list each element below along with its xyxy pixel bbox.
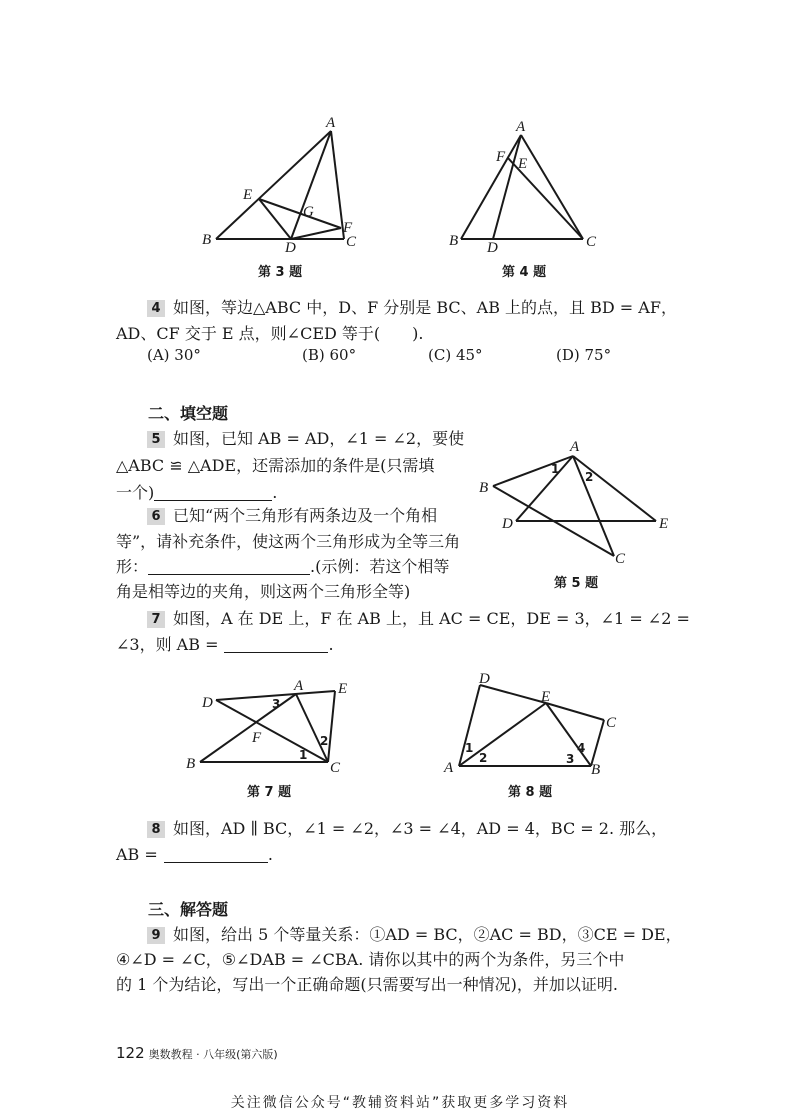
section-title-answer: 三、解答题 bbox=[148, 900, 229, 919]
angle-label-3: 3 bbox=[566, 752, 575, 766]
question-text-line: 形： bbox=[116, 557, 149, 576]
angle-label-4: 4 bbox=[577, 741, 586, 755]
question-text-line: ∠3，则 AB = bbox=[116, 635, 219, 654]
segment-ab bbox=[200, 694, 296, 762]
point-label-c: C bbox=[606, 715, 617, 731]
segment-ce bbox=[328, 691, 335, 762]
figure-8-diagram bbox=[438, 664, 623, 776]
point-label-b: B bbox=[591, 762, 601, 778]
answer-blank[interactable] bbox=[164, 844, 268, 863]
point-label-d: D bbox=[202, 695, 213, 711]
point-label-b: B bbox=[186, 756, 196, 772]
question-4 bbox=[147, 294, 677, 322]
figure-4-caption: 第 4 题 bbox=[502, 265, 547, 280]
point-label-d: D bbox=[285, 240, 296, 256]
angle-label-2: 2 bbox=[320, 734, 329, 748]
point-label-c: C bbox=[615, 551, 626, 567]
question-number: 6 bbox=[147, 508, 165, 525]
question-6-line-3 bbox=[116, 553, 449, 581]
figure-8-caption: 第 8 题 bbox=[508, 785, 553, 800]
point-label-e: E bbox=[659, 516, 669, 532]
question-9 bbox=[147, 921, 682, 949]
question-6 bbox=[147, 502, 437, 530]
figure-7-diagram bbox=[180, 674, 370, 774]
watermark-text: 关注微信公众号“教辅资料站”获取更多学习资料 bbox=[230, 1095, 570, 1111]
page-footer bbox=[116, 1044, 278, 1062]
point-label-d: D bbox=[487, 240, 498, 256]
question-text-line: 如图，A 在 DE 上，F 在 AB 上，且 AC = CE，DE = 3，∠1 = ∠2 = bbox=[173, 609, 690, 628]
question-text-line: 如图，AD ∥ BC，∠1 = ∠2，∠3 = ∠4，AD = 4，BC = 2. 那么， bbox=[173, 819, 668, 838]
point-label-d: D bbox=[502, 516, 513, 532]
point-label-f: F bbox=[496, 149, 506, 165]
point-label-c: C bbox=[346, 234, 357, 250]
question-text-line: .(示例：若这个相等 bbox=[310, 557, 450, 576]
point-label-a: A bbox=[326, 115, 336, 131]
book-title: 奥数教程 · 八年级(第六版) bbox=[148, 1048, 278, 1061]
point-label-a: A bbox=[516, 119, 526, 135]
figure-4-diagram bbox=[448, 112, 600, 257]
answer-blank[interactable] bbox=[148, 556, 310, 575]
question-6-line-2: 等”，请补充条件，使这两个三角形成为全等三角 bbox=[116, 532, 461, 551]
question-8 bbox=[147, 815, 667, 843]
segment-de bbox=[480, 685, 546, 703]
segment-ab bbox=[461, 135, 521, 239]
figure-5-caption: 第 5 题 bbox=[554, 576, 599, 591]
point-label-g: G bbox=[303, 204, 314, 220]
section-title-fill-blank: 二、填空题 bbox=[148, 404, 229, 423]
question-4-line-2: AD、CF 交于 E 点，则∠CED 等于( ). bbox=[116, 324, 424, 343]
question-9-line-3: 的 1 个为结论，写出一个正确命题(只需要写出一种情况)，并加以证明. bbox=[116, 975, 618, 994]
punctuation: . bbox=[328, 635, 334, 654]
angle-label-2: 2 bbox=[585, 470, 594, 484]
point-label-d: D bbox=[479, 671, 490, 687]
punctuation: . bbox=[272, 483, 278, 502]
point-label-a: A bbox=[570, 439, 580, 455]
segment-ab bbox=[216, 131, 331, 239]
point-label-b: B bbox=[449, 233, 459, 249]
question-5-line-2: △ABC ≌ △ADE，还需添加的条件是(只需填 bbox=[116, 456, 435, 475]
option-a: (A) 30° bbox=[147, 346, 201, 364]
question-number: 8 bbox=[147, 821, 165, 838]
point-label-f: F bbox=[252, 730, 262, 746]
question-text-line: 一个) bbox=[116, 483, 155, 502]
point-label-b: B bbox=[479, 480, 489, 496]
figure-3-diagram bbox=[195, 112, 365, 257]
question-7 bbox=[147, 605, 690, 633]
question-number: 4 bbox=[147, 300, 165, 317]
point-label-a: A bbox=[294, 678, 304, 694]
option-b: (B) 60° bbox=[302, 346, 357, 364]
question-5 bbox=[147, 425, 464, 453]
angle-label-2: 2 bbox=[479, 751, 488, 765]
figure-5-diagram bbox=[476, 438, 676, 568]
page-number: 122 bbox=[116, 1044, 145, 1062]
segment-df bbox=[291, 228, 341, 239]
question-number: 7 bbox=[147, 611, 165, 628]
segment-ac bbox=[521, 135, 583, 239]
option-c: (C) 45° bbox=[428, 346, 483, 364]
question-7-line-2 bbox=[116, 631, 334, 659]
figure-3-caption: 第 3 题 bbox=[258, 265, 303, 280]
angle-label-1: 1 bbox=[465, 741, 474, 755]
question-number: 5 bbox=[147, 431, 165, 448]
point-label-e: E bbox=[518, 156, 528, 172]
point-label-b: B bbox=[202, 232, 212, 248]
segment-ec bbox=[546, 703, 604, 720]
option-d: (D) 75° bbox=[556, 346, 612, 364]
point-label-c: C bbox=[330, 760, 341, 776]
angle-label-3: 3 bbox=[272, 697, 281, 711]
question-text-line: 如图，给出 5 个等量关系：①AD = BC，②AC = BD，③CE = DE， bbox=[173, 925, 682, 944]
question-6-line-4: 角是相等边的夹角，则这两个三角形全等) bbox=[116, 582, 411, 601]
question-text-line: 如图，已知 AB = AD，∠1 = ∠2，要使 bbox=[173, 429, 465, 448]
question-9-line-2: ④∠D = ∠C，⑤∠DAB = ∠CBA. 请你以其中的两个为条件，另三个中 bbox=[116, 950, 625, 969]
figure-7-caption: 第 7 题 bbox=[247, 785, 292, 800]
question-number: 9 bbox=[147, 927, 165, 944]
point-label-c: C bbox=[586, 234, 597, 250]
point-label-f: F bbox=[343, 220, 353, 236]
answer-blank[interactable] bbox=[224, 634, 328, 653]
point-label-e: E bbox=[243, 187, 253, 203]
segment-cb bbox=[591, 720, 604, 766]
question-8-line-2 bbox=[116, 841, 273, 869]
point-label-e: E bbox=[338, 681, 348, 697]
question-text-line: AB = bbox=[116, 845, 158, 864]
angle-label-1: 1 bbox=[299, 748, 308, 762]
question-text-line: 已知“两个三角形有两条边及一个角相 bbox=[173, 506, 438, 525]
question-text-line: 如图，等边△ABC 中，D、F 分别是 BC、AB 上的点，且 BD = AF， bbox=[173, 298, 677, 317]
punctuation: . bbox=[267, 845, 273, 864]
point-label-a: A bbox=[444, 760, 454, 776]
point-label-e: E bbox=[541, 689, 551, 705]
angle-label-1: 1 bbox=[551, 462, 560, 476]
answer-blank[interactable] bbox=[154, 482, 272, 501]
